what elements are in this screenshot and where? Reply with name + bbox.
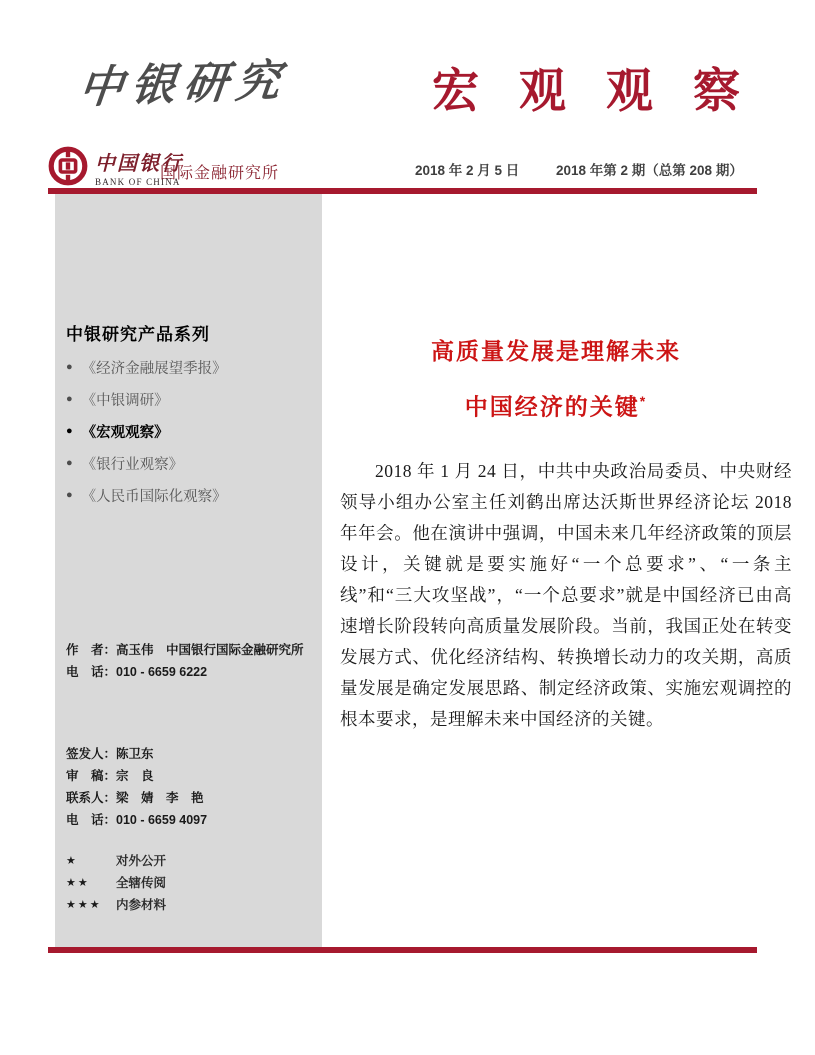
bullet-icon: ● (66, 361, 73, 373)
legend-label: 内参材料 (116, 898, 167, 912)
star-icon: ★ (66, 855, 78, 867)
series-item-current (66, 421, 227, 442)
signer-line: 签发人：陈卫东 (66, 747, 154, 761)
author-phone-line: 电 话：010 - 6659 6222 (66, 665, 208, 679)
legend-row (66, 872, 166, 894)
series-item-label: 《宏观观察》 (81, 425, 169, 441)
article-area (322, 194, 790, 947)
institute-name: 国际金融研究所 (160, 165, 280, 182)
contact-phone-line: 电 话：010 - 6659 4097 (66, 813, 208, 827)
masthead-org-row (48, 144, 767, 188)
bank-name-cn: 中国银行 (95, 153, 183, 175)
star-icon: ★★ (66, 877, 90, 889)
brand-calligraphy-logo: 中银研究 (76, 56, 291, 113)
issue-date: 2018 年 2 月 5 日 (415, 163, 520, 178)
article-title (322, 326, 790, 432)
series-item-label: 《人民币国际化观察》 (81, 489, 227, 505)
sidebar (55, 194, 322, 947)
title-footnote-asterisk: * (639, 393, 648, 409)
bank-name-en: BANK OF CHINA (95, 177, 181, 187)
series-item-label: 《经济金融展望季报》 (81, 361, 227, 377)
bullet-icon: ● (66, 457, 73, 469)
bullet-icon: ● (66, 489, 73, 501)
bullet-icon: ● (66, 425, 73, 437)
publication-title: 宏观观察 (432, 64, 780, 117)
series-item (66, 389, 227, 410)
series-item (66, 453, 227, 474)
author-line: 作 者：高玉伟 中国银行国际金融研究所 (66, 643, 304, 657)
legend-row (66, 894, 166, 916)
article-title-line2: 中国经济的关键 (464, 393, 640, 420)
bullet-icon: ● (66, 393, 73, 405)
series-item-label: 《中银调研》 (81, 393, 169, 409)
legend-row (66, 850, 166, 872)
legend-label: 对外公开 (116, 854, 167, 868)
classification-legend (66, 850, 166, 916)
bank-of-china-logo-icon (48, 146, 88, 186)
article-title-line1: 高质量发展是理解未来 (431, 338, 681, 364)
signer-block (66, 743, 207, 831)
issue-number: 2018 年第 2 期（总第 208 期） (556, 163, 743, 178)
series-item-label: 《银行业观察》 (81, 457, 184, 473)
author-block (66, 639, 304, 683)
star-icon: ★★★ (66, 899, 102, 911)
article-body-paragraph: 2018 年 1 月 24 日，中共中央政治局委员、中央财经领导小组办公室主任刘鹤出席达沃斯世界经济论坛 2018 年年会。他在演讲中强调，中国未来几年经济政策的顶层设计，关键就是要实施好“一个总要求”、“一条主线”和“三大攻坚战”，“一个总要求”就是中国经济已由高速增长阶段转向高质量发展阶段。当前，我国正处在转变发展方式、优化经济结构、转换增长动力的攻关期，高质量发展是确定发展思路、制定经济政策、实施宏观调控的根本要求，是理解未来中国经济的关键。 (340, 461, 792, 729)
bottom-rule (48, 947, 757, 953)
reviewer-line: 审 稿：宗 良 (66, 769, 154, 783)
contact-line: 联系人：梁 婧 李 艳 (66, 791, 204, 805)
series-title: 中银研究产品系列 (66, 325, 210, 344)
series-list (66, 357, 227, 517)
legend-label: 全辖传阅 (116, 876, 167, 890)
series-item (66, 357, 227, 378)
series-item (66, 485, 227, 506)
